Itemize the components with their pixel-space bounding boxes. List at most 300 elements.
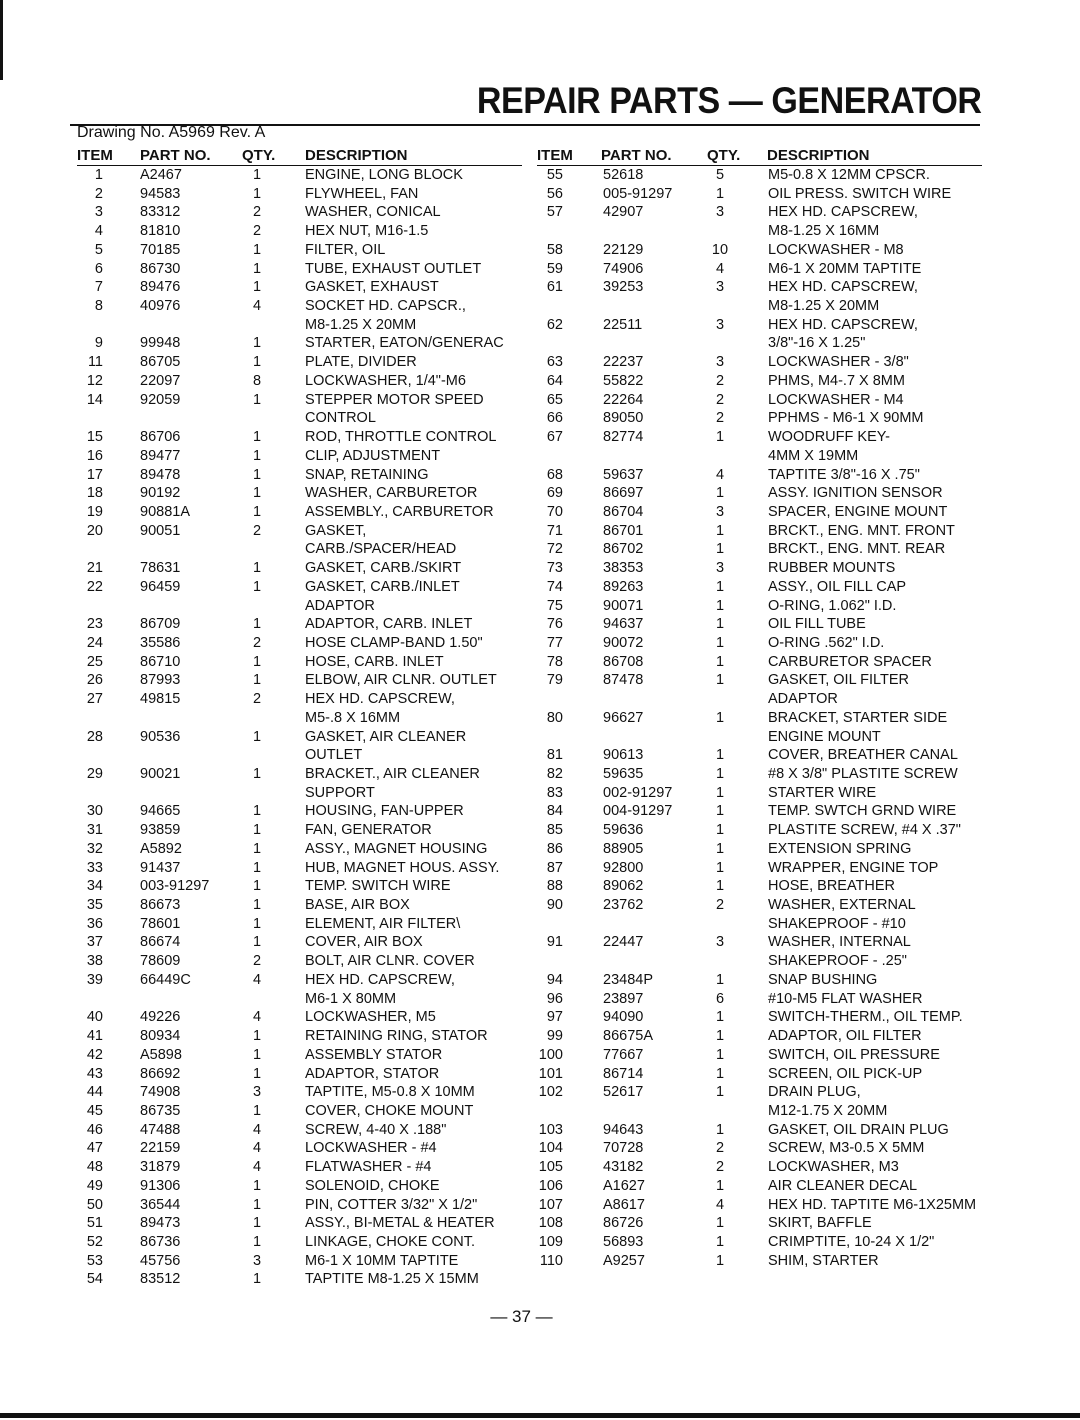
table-row [77, 484, 522, 503]
part-number: 96627 [603, 709, 644, 726]
part-number: 45756 [140, 1252, 181, 1269]
quantity: 4 [252, 298, 262, 315]
part-number: A5898 [140, 1046, 182, 1063]
part-number: A8617 [603, 1196, 645, 1213]
quantity: 2 [715, 897, 725, 914]
part-number: 74906 [603, 260, 644, 277]
quantity: 2 [252, 953, 262, 970]
part-number: 78631 [140, 560, 181, 577]
description: COVER, BREATHER CANAL [768, 747, 958, 764]
item-number: 106 [538, 1177, 563, 1194]
quantity: 1 [252, 1233, 262, 1250]
quantity: 1 [715, 429, 725, 446]
item-number: 7 [94, 279, 103, 296]
description: GASKET, CARB./SKIRT [305, 560, 462, 577]
description: SUPPORT [305, 784, 375, 801]
table-row [537, 877, 982, 896]
table-row [537, 203, 982, 222]
part-number: 22264 [603, 391, 644, 408]
description: TEMP. SWITCH WIRE [305, 878, 451, 895]
item-number: 40 [86, 1009, 103, 1026]
item-number: 4 [94, 223, 103, 240]
part-number: 86697 [603, 485, 644, 502]
table-row [537, 859, 982, 878]
description: WRAPPER, ENGINE TOP [768, 859, 939, 876]
item-number: 36 [86, 915, 103, 932]
table-row [537, 597, 982, 616]
description: PLATE, DIVIDER [305, 354, 417, 371]
quantity: 2 [252, 691, 262, 708]
item-number: 31 [86, 822, 103, 839]
description: SNAP, RETAINING [305, 466, 429, 483]
quantity: 10 [711, 241, 729, 258]
table-row [77, 1270, 522, 1289]
part-number: 56893 [603, 1233, 644, 1250]
item-number: 61 [546, 279, 563, 296]
bottom-edge [0, 1413, 1080, 1418]
description: ASSY., OIL FILL CAP [768, 578, 907, 595]
part-number: 81810 [140, 223, 181, 240]
description: BRCKT., ENG. MNT. REAR [768, 541, 946, 558]
table-row [537, 1214, 982, 1233]
table-row [537, 428, 982, 447]
quantity: 1 [715, 522, 725, 539]
description: GASKET, OIL DRAIN PLUG [768, 1121, 949, 1138]
table-row [537, 971, 982, 990]
quantity: 1 [715, 766, 725, 782]
part-number: 86704 [603, 503, 644, 520]
quantity: 4 [252, 1121, 262, 1138]
item-number: 104 [538, 1140, 563, 1157]
part-number: 90613 [603, 747, 644, 764]
description: SCREW, 4-40 X .188" [305, 1121, 447, 1138]
quantity: 1 [252, 878, 262, 895]
part-number: 89477 [140, 447, 181, 464]
item-number: 103 [538, 1121, 563, 1138]
quantity: 1 [715, 653, 725, 670]
quantity: 1 [252, 279, 262, 296]
description: BRACKET, STARTER SIDE [768, 709, 948, 726]
table-row [77, 859, 522, 878]
drawing-number: Drawing No. A5969 Rev. A [77, 124, 266, 141]
description: HEX HD. CAPSCREW, [768, 316, 918, 333]
table-row [77, 1252, 522, 1271]
quantity: 1 [252, 1196, 262, 1213]
item-number: 17 [86, 466, 103, 483]
quantity: 1 [715, 971, 725, 988]
table-row-continuation [537, 334, 982, 353]
description: STEPPER MOTOR SPEED [305, 391, 484, 408]
table-row [537, 578, 982, 597]
description: 4MM X 19MM [768, 447, 859, 464]
part-number: 89263 [603, 578, 644, 595]
table-row [537, 391, 982, 410]
quantity: 3 [252, 1252, 262, 1269]
part-number: 22159 [140, 1140, 181, 1157]
part-number: 23762 [603, 897, 644, 914]
item-number: 105 [538, 1159, 563, 1176]
description: WASHER, INTERNAL [768, 934, 911, 951]
item-number: 69 [546, 485, 563, 502]
quantity: 1 [715, 1084, 725, 1101]
item-number: 44 [86, 1084, 103, 1101]
quantity: 5 [715, 167, 725, 183]
item-number: 39 [86, 971, 103, 988]
description: OIL FILL TUBE [768, 616, 866, 633]
description: FLATWASHER - #4 [305, 1159, 432, 1176]
table-row [77, 1046, 522, 1065]
table-row [537, 933, 982, 952]
table-row [77, 260, 522, 279]
table-row [77, 578, 522, 597]
item-number: 20 [86, 522, 103, 539]
description: ASSY., MAGNET HOUSING [305, 840, 488, 857]
quantity: 3 [715, 316, 725, 333]
item-number: 110 [539, 1252, 563, 1269]
part-number: 86692 [140, 1065, 181, 1082]
item-number: 67 [546, 429, 563, 446]
item-number: 102 [538, 1084, 563, 1101]
part-number: A1627 [603, 1177, 645, 1194]
item-number: 71 [546, 522, 563, 539]
table-row [537, 241, 982, 260]
description: COVER, AIR BOX [305, 934, 423, 951]
description: M12-1.75 X 20MM [768, 1102, 888, 1119]
quantity: 2 [252, 522, 262, 539]
part-number: 90072 [603, 634, 644, 651]
table-row [77, 877, 522, 896]
part-number: A2467 [140, 167, 182, 183]
description: WASHER, CONICAL [305, 204, 441, 221]
part-number: 86708 [603, 653, 644, 670]
part-number: 22129 [603, 241, 644, 258]
quantity: 1 [252, 185, 262, 202]
quantity: 1 [252, 241, 262, 258]
quantity: 1 [252, 1065, 262, 1082]
quantity: 1 [715, 747, 725, 764]
description: ADAPTOR, STATOR [305, 1065, 440, 1082]
description: BOLT, AIR CLNR. COVER [305, 953, 475, 970]
table-row [537, 1158, 982, 1177]
quantity: 1 [715, 803, 725, 820]
item-number: 51 [86, 1215, 103, 1232]
table-row-continuation [537, 222, 982, 241]
table-row [537, 278, 982, 297]
part-number: 86730 [140, 260, 181, 277]
description: ASSY. IGNITION SENSOR [768, 485, 943, 502]
description: M5-.8 X 16MM [305, 709, 401, 726]
description: TAPTITE M8-1.25 X 15MM [305, 1271, 479, 1288]
table-row-continuation [537, 690, 982, 709]
description: HEX HD. TAPTITE M6-1X25MM [768, 1196, 977, 1213]
part-number: 89473 [140, 1215, 181, 1232]
part-number: 49815 [140, 691, 181, 708]
item-number: 27 [86, 691, 103, 708]
description: SWITCH-THERM., OIL TEMP. [768, 1009, 963, 1026]
item-number: 18 [86, 485, 103, 502]
table-row [77, 466, 522, 485]
table-row [77, 971, 522, 990]
part-number: 90536 [140, 728, 181, 745]
description: FILTER, OIL [305, 241, 386, 258]
quantity: 3 [715, 279, 725, 296]
item-number: 26 [86, 672, 103, 689]
description: DRAIN PLUG, [768, 1084, 861, 1101]
item-number: 45 [86, 1102, 103, 1119]
description: TAPTITE 3/8"-16 X .75" [768, 466, 920, 483]
table-row [77, 1102, 522, 1121]
item-number: 107 [538, 1196, 563, 1213]
quantity: 1 [252, 466, 262, 483]
quantity: 4 [715, 1196, 725, 1213]
table-row [77, 522, 522, 541]
part-number: 74908 [140, 1084, 181, 1101]
quantity: 4 [252, 971, 262, 988]
description: STARTER WIRE [768, 784, 877, 801]
description: LOCKWASHER, M3 [768, 1159, 899, 1176]
table-row [77, 334, 522, 353]
item-number: 15 [86, 429, 103, 446]
item-number: 101 [538, 1065, 563, 1082]
item-number: 70 [546, 503, 563, 520]
part-number: 83312 [140, 204, 181, 221]
table-row [537, 540, 982, 559]
item-number: 66 [546, 410, 563, 427]
quantity: 1 [252, 485, 262, 502]
description: GASKET, AIR CLEANER [305, 728, 467, 745]
description: WOODRUFF KEY- [768, 429, 890, 446]
quantity: 1 [252, 766, 262, 782]
item-number: 80 [546, 709, 563, 726]
part-number: 70185 [140, 241, 181, 258]
table-row [77, 896, 522, 915]
part-number: 89478 [140, 466, 181, 483]
part-number: A9257 [603, 1252, 645, 1269]
part-number: 38353 [603, 560, 644, 577]
part-number: 86702 [603, 541, 644, 558]
item-number: 16 [86, 447, 103, 464]
table-row [537, 1008, 982, 1027]
description: LOCKWASHER - M8 [768, 241, 904, 258]
table-row-continuation [537, 728, 982, 747]
table-row [537, 1233, 982, 1252]
description: PIN, COTTER 3/32" X 1/2" [305, 1196, 478, 1213]
part-number: 94090 [603, 1009, 644, 1026]
part-number: 22511 [603, 316, 643, 333]
page-title: REPAIR PARTS — GENERATOR [477, 80, 982, 121]
table-row [77, 1214, 522, 1233]
description: M6-1 X 20MM TAPTITE [768, 260, 922, 277]
description: HUB, MAGNET HOUS. ASSY. [305, 859, 500, 876]
description: SWITCH, OIL PRESSURE [768, 1046, 940, 1063]
item-number: 22 [86, 578, 103, 595]
part-number: 80934 [140, 1028, 181, 1045]
item-number: 85 [546, 822, 563, 839]
part-number: 86674 [140, 934, 181, 951]
description: ASSEMBLY STATOR [305, 1046, 443, 1063]
table-header [77, 145, 522, 166]
description: ADAPTOR, OIL FILTER [768, 1028, 922, 1045]
item-number: 97 [546, 1009, 563, 1026]
quantity: 1 [252, 429, 262, 446]
part-number: 003-91297 [140, 878, 210, 895]
item-number: 42 [86, 1046, 103, 1063]
quantity: 1 [252, 1028, 262, 1045]
table-row [77, 615, 522, 634]
parts-table-left [77, 145, 522, 1289]
table-row-continuation [537, 1102, 982, 1121]
quantity: 1 [715, 840, 725, 857]
description: CONTROL [305, 410, 376, 427]
table-row-continuation [77, 540, 522, 559]
item-number: 81 [546, 747, 563, 764]
description: HEX HD. CAPSCREW, [768, 204, 918, 221]
description: RUBBER MOUNTS [768, 560, 896, 577]
quantity: 1 [252, 503, 262, 520]
part-number: 94665 [140, 803, 181, 820]
quantity: 3 [715, 934, 725, 951]
description: M8-1.25 X 20MM [768, 298, 880, 315]
description: ELEMENT, AIR FILTER\ [305, 915, 461, 932]
item-number: 9 [94, 335, 103, 352]
table-row [537, 166, 982, 185]
header-description: DESCRIPTION [305, 147, 408, 164]
item-number: 84 [546, 803, 563, 820]
header-item: ITEM [537, 147, 573, 164]
quantity: 8 [252, 372, 262, 389]
quantity: 1 [715, 1065, 725, 1082]
item-number: 38 [86, 953, 103, 970]
table-row [77, 503, 522, 522]
item-number: 77 [546, 634, 563, 651]
description: LOCKWASHER, M5 [305, 1009, 436, 1026]
item-number: 56 [546, 185, 563, 202]
part-number: 90881A [140, 503, 190, 520]
item-number: 29 [86, 766, 103, 782]
description: PPHMS - M6-1 X 90MM [768, 410, 924, 427]
item-number: 3 [94, 204, 103, 221]
quantity: 1 [252, 260, 262, 277]
part-number: 59635 [603, 766, 644, 782]
part-number: 39253 [603, 279, 644, 296]
item-number: 5 [94, 241, 103, 258]
description: M6-1 X 10MM TAPTITE [305, 1252, 459, 1269]
quantity: 1 [252, 653, 262, 670]
part-number: 005-91297 [603, 185, 673, 202]
description: SHIM, STARTER [768, 1252, 879, 1269]
quantity: 1 [715, 709, 725, 726]
part-number: 93859 [140, 822, 181, 839]
table-row [77, 1008, 522, 1027]
quantity: 1 [715, 822, 725, 839]
quantity: 1 [252, 1271, 262, 1288]
part-number: 90071 [603, 597, 644, 614]
table-row [537, 185, 982, 204]
table-row [77, 1139, 522, 1158]
table-row [77, 802, 522, 821]
description: GASKET, OIL FILTER [768, 672, 910, 689]
description: CARBURETOR SPACER [768, 653, 932, 670]
item-number: 8 [94, 298, 103, 315]
description: AIR CLEANER DECAL [768, 1177, 918, 1194]
part-number: 99948 [140, 335, 181, 352]
item-number: 32 [86, 840, 103, 857]
description: ENGINE, LONG BLOCK [305, 167, 463, 183]
quantity: 1 [252, 934, 262, 951]
quantity: 1 [715, 485, 725, 502]
table-row [77, 1158, 522, 1177]
table-row [77, 690, 522, 709]
description: WASHER, EXTERNAL [768, 897, 916, 914]
part-number: 92059 [140, 391, 181, 408]
part-number: 36544 [140, 1196, 181, 1213]
part-number: 31879 [140, 1159, 181, 1176]
header-part-no: PART NO. [601, 147, 672, 164]
quantity: 3 [715, 354, 725, 371]
item-number: 65 [546, 391, 563, 408]
table-row-continuation [77, 316, 522, 335]
quantity: 1 [715, 634, 725, 651]
part-number: 23897 [603, 990, 644, 1007]
quantity: 1 [252, 578, 262, 595]
item-number: 59 [546, 260, 563, 277]
item-number: 78 [546, 653, 563, 670]
description: O-RING .562" I.D. [768, 634, 885, 651]
quantity: 1 [715, 597, 725, 614]
table-row [537, 372, 982, 391]
item-number: 100 [538, 1046, 563, 1063]
table-row [537, 1027, 982, 1046]
quantity: 3 [715, 560, 725, 577]
part-number: 002-91297 [603, 784, 673, 801]
description: HEX HD. CAPSCREW, [305, 691, 455, 708]
item-number: 50 [86, 1196, 103, 1213]
part-number: 87993 [140, 672, 181, 689]
description: PHMS, M4-.7 X 8MM [768, 372, 905, 389]
table-row [537, 1139, 982, 1158]
description: ADAPTOR, CARB. INLET [305, 616, 473, 633]
table-row [537, 409, 982, 428]
quantity: 2 [715, 410, 725, 427]
description: M8-1.25 X 16MM [768, 223, 880, 240]
table-header [537, 145, 982, 166]
table-row [537, 1252, 982, 1271]
table-row [77, 653, 522, 672]
table-row [77, 821, 522, 840]
quantity: 1 [715, 859, 725, 876]
table-row-continuation [537, 447, 982, 466]
item-number: 19 [86, 503, 103, 520]
description: HOUSING, FAN-UPPER [305, 803, 464, 820]
table-row [77, 1065, 522, 1084]
description: SNAP BUSHING [768, 971, 878, 988]
part-number: 91437 [140, 859, 181, 876]
quantity: 1 [715, 672, 725, 689]
part-number: 59636 [603, 822, 644, 839]
item-number: 63 [546, 354, 563, 371]
part-number: 22237 [603, 354, 644, 371]
item-number: 64 [546, 372, 563, 389]
description: SOLENOID, CHOKE [305, 1177, 440, 1194]
header-qty: QTY. [242, 147, 276, 164]
item-number: 12 [86, 372, 103, 389]
item-number: 11 [87, 354, 103, 371]
item-number: 74 [546, 578, 563, 595]
quantity: 3 [715, 204, 725, 221]
description: ASSY., BI-METAL & HEATER [305, 1215, 495, 1232]
item-number: 53 [86, 1252, 103, 1269]
quantity: 1 [715, 878, 725, 895]
